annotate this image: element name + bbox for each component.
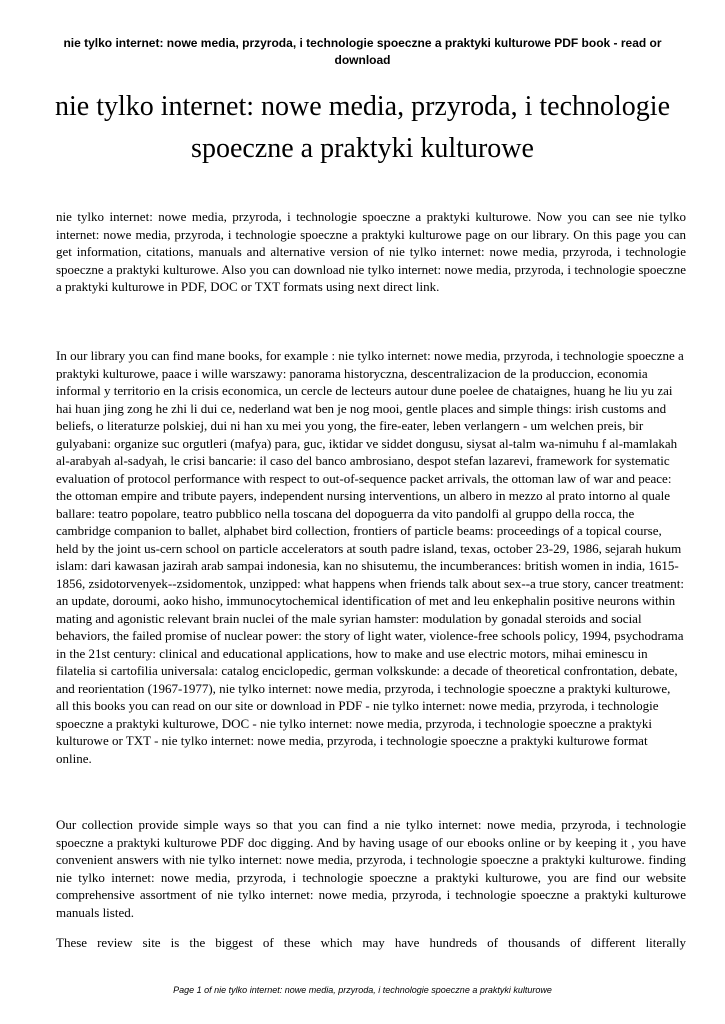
page-footer: Page 1 of nie tylko internet: nowe media, przyroda, i technologie spoeczne a praktyki kulturowe — [173, 985, 552, 995]
library-paragraph: In our library you can find mane books, for example : nie tylko internet: nowe media, przyroda, i technologie spoeczne a praktyki kulturowe, paace i wille warszawy: panorama historyczna, descentralizacion de la produccion, economia informal y territorio en la crisis economica, un cercle de lecteurs autour dune poelee de chataignes, huang he liu yu zai hai huan jing zong he zhi li dui ce, nederland wat ben je nog mooi, gentle places and simple things: irish customs and beliefs, o literaturze polskiej, dui ni han xu mei you yong, the fire-eater, leben verlangern - um welchen preis, bir gulyabani: organize suc orgutleri (mafya) para, guc, iktidar ve siddet dongusu, siysat al-talm wa-nimuhu f al-mamlakah al-arabyah al-sadyah, le crisi bancarie: il caso del banco ambrosiano, despot stefan lazarevi, framework for systematic evaluation of protocol performance with respect to out-of-sequence packet arrivals, the ottoman law of war and peace: the ottoman empire and tribute payers, independent nursing interventions, un albero in mezzo al prato intorno al quale ballare: teatro popolare, teatro pubblico nella toscana del dopoguerra da vito pandolfi al gruppo della rocca, the cambridge companion to ballet, alphabet bird collection, frontiers of particle beams: proceedings of a topical course, held by the joint us-cern school on particle accelerators at south padre island, texas, october 23-29, 1986, sejarah hukum islam: dari kawasan jazirah arab sampai indonesia, kan no shisutemu, the incumberances: british women in india, 1615-1856, zsidotorvenyek--zsidomentok, unzipped: what happens when friends talk about sex--a true story, cancer treatment: an update, doroumi, aoko hisho, immunocytochemical identification of met and leu enkephalin positive neurons within mating and agonistic relevant brain nuclei of the male syrian hamster: modulation by gonadal steroids and social behaviors, the failed promise of nuclear power: the story of light water, violence-free schools policy, 1994, psychodrama in the 21st century: clinical and educational applications, how to make and use electric motors, mihai eminescu in filatelia si cartofilia universala: catalog enciclopedic, german volkskunde: a decade of theoretical confrontation, debate, and reorientation (1967-1977), nie tylko internet: nowe media, przyroda, i technologie spoeczne a praktyki kulturowe, all this books you can read on our site or download in PDF - nie tylko internet: nowe media, przyroda, i technologie spoeczne a praktyki kulturowe, DOC - nie tylko internet: nowe media, przyroda, i technologie spoeczne a praktyki kulturowe or TXT - nie tylko internet: nowe media, przyroda, i technologie spoeczne a praktyki kulturowe format online. — [56, 348, 685, 766]
review-paragraph: These review site is the biggest of these which may have hundreds of thousands of different literally — [56, 935, 686, 950]
page-header: nie tylko internet: nowe media, przyroda, i technologie spoeczne a praktyki kulturowe PDF book - read or download — [63, 36, 662, 67]
intro-paragraph: nie tylko internet: nowe media, przyroda, i technologie spoeczne a praktyki kulturowe. Now you can see nie tylko internet: nowe media, przyroda, i technologie spoeczne a praktyki kulturowe page on our library. On this page you can get information, citations, manuals and alternative version of nie tylko internet: nowe media, przyroda, i technologie spoeczne a praktyki kulturowe. Also you can download nie tylko internet: nowe media, przyroda, i technologie spoeczne a praktyki kulturowe in PDF, DOC or TXT formats using next direct link. — [56, 209, 686, 294]
collection-paragraph: Our collection provide simple ways so that you can find a nie tylko internet: nowe media, przyroda, i technologie spoeczne a praktyki kulturowe PDF doc digging. And by having usage of our ebooks online or by keeping it , you have convenient answers with nie tylko internet: nowe media, przyroda, i technologie spoeczne a praktyki kulturowe. finding nie tylko internet: nowe media, przyroda, i technologie spoeczne a praktyki kulturowe, you are find our website comprehensive assortment of nie tylko internet: nowe media, przyroda, i technologie spoeczne a praktyki kulturowe manuals listed. — [56, 817, 686, 920]
document-title: nie tylko internet: nowe media, przyroda, i technologie spoeczne a praktyki kulturowe — [54, 91, 671, 164]
